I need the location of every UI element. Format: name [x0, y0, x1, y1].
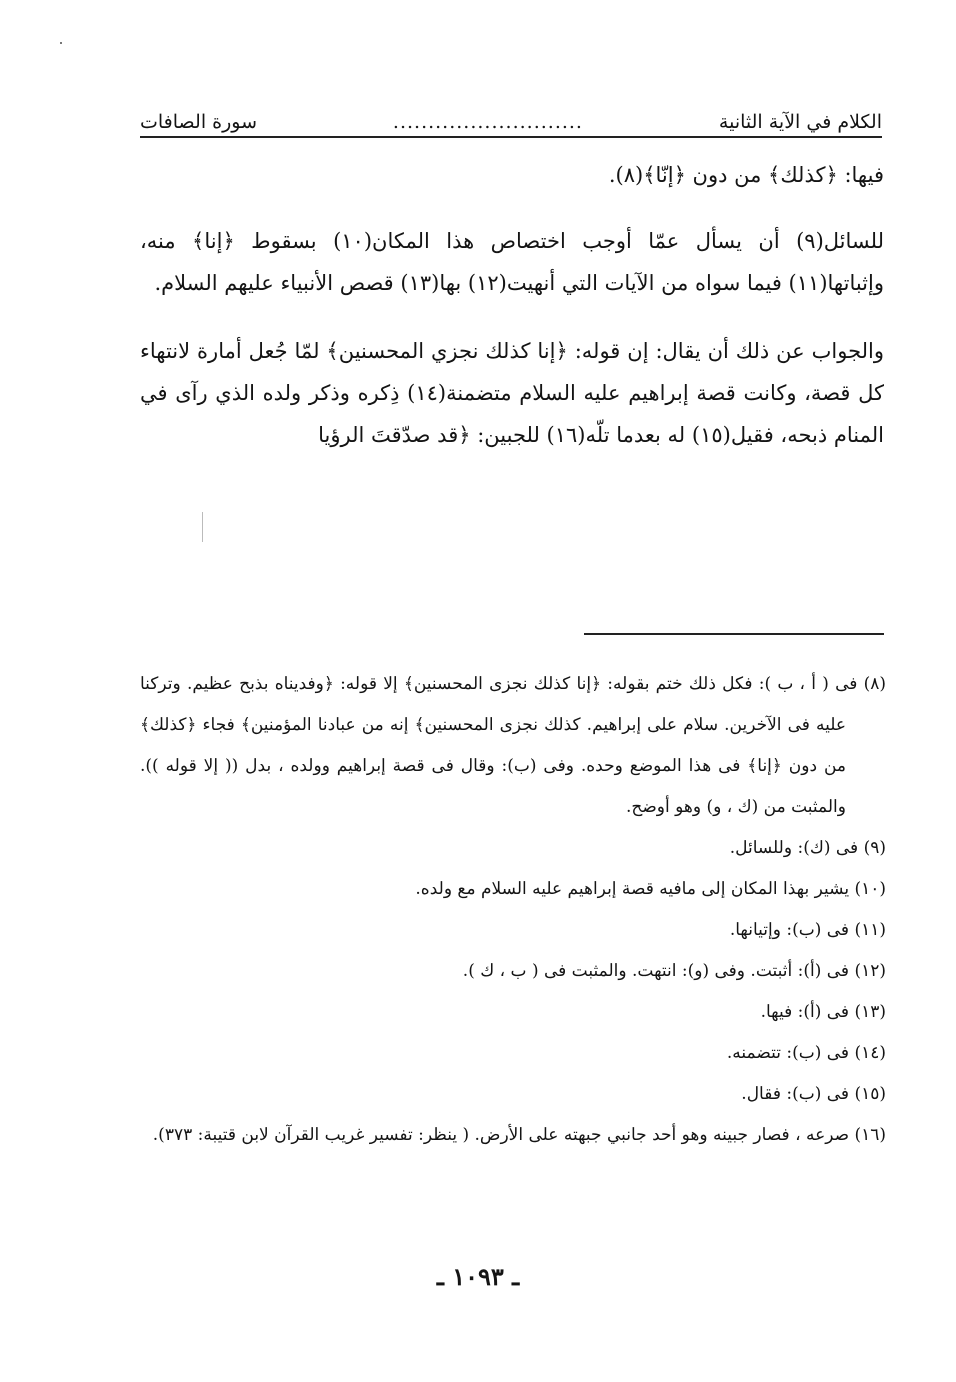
footnote-12: (١٢) فى (أ): أثبتت. وفى (و): انتهت. والمثبت فى ( ب ، ك ). — [462, 961, 886, 981]
footnotes — [140, 664, 886, 1156]
section-title: الكلام في الآية الثانية — [718, 111, 882, 133]
paragraph-text: فيها: ﴿كذلك﴾ من دون ﴿إنّا﴾(٨). — [608, 163, 884, 187]
scan-artifact-line — [202, 512, 203, 542]
header-rule — [140, 136, 882, 138]
paragraph-text: للسائل(٩) أن يسأل عمّا أوجب اختصاص هذا المكان(١٠) بسقوط ﴿إنا﴾ منه، وإثباتها(١١) فيما سواه من الآيات التي أنهيت(١٢) بها(١٣) قصص الأنبياء عليهم السلام. — [140, 229, 885, 295]
paragraph-text: والجواب عن ذلك أن يقال: إن قوله: ﴿إنا كذلك نجزي المحسنين﴾ لمّا جُعل أمارة لانتهاء كل قصة، وكانت قصة إبراهيم عليه السلام متضمنة(١٤) ذِكره وذكر ولده الذي رآى في المنام ذبحه، فقيل(١٥) له بعدما تلّه(١٦) للجبين: ﴿قد صدّقتَ الرؤيا — [140, 339, 884, 447]
body-paragraph-2 — [140, 220, 884, 304]
body-paragraph-3 — [140, 330, 884, 456]
footnote-14: (١٤) فى (ب): تتضمنه. — [726, 1043, 886, 1063]
footnote-11: (١١) فى (ب): وإتيانها. — [729, 920, 886, 940]
footnote-8: (٨) فى ( أ ، ب ): فكل ذلك ختم بقوله: ﴿إنا كذلك نجزى المحسنين﴾ إلا قوله: ﴿وفديناه بذبح عظيم. وتركنا عليه فى الآخرين. سلام على إبراهيم. كذلك نجزى المحسنين﴾ إنه من عبادنا المؤمنين﴾ فجاء ﴿كذلك﴾ من دون ﴿إنا﴾ فى هذا الموضع وحده. وفى (ب): وقال فى قصة إبراهيم وولده ، بدل (( إلا قوله )). والمثبت من (ك ، و) وهو أوضح. — [140, 674, 886, 817]
footnote-separator — [584, 633, 884, 635]
running-header — [140, 101, 882, 133]
surah-title: سورة الصافات — [140, 111, 257, 133]
header-leader-dots: ........................... — [392, 111, 583, 133]
footnote-13: (١٣) فى (أ): فيها. — [760, 1002, 886, 1022]
footnote-15: (١٥) فى (ب): فقال. — [741, 1084, 886, 1104]
scan-speck — [60, 42, 62, 44]
page-number: ـ ١٠٩٣ ـ — [436, 1262, 520, 1291]
footnote-9: (٩) فى (ك): وللسائل. — [729, 838, 886, 858]
body-paragraph-1 — [140, 154, 884, 196]
footnote-10: (١٠) يشير بهذا المكان إلى مافيه قصة إبراهيم عليه السلام مع ولده. — [415, 879, 886, 899]
footnote-16: (١٦) صرعه ، فصار جبينه وهو أحد جانبي جبهته على الأرض. ( ينظر: تفسير غريب القرآن لابن قتيبة: ٣٧٣). — [152, 1125, 886, 1145]
